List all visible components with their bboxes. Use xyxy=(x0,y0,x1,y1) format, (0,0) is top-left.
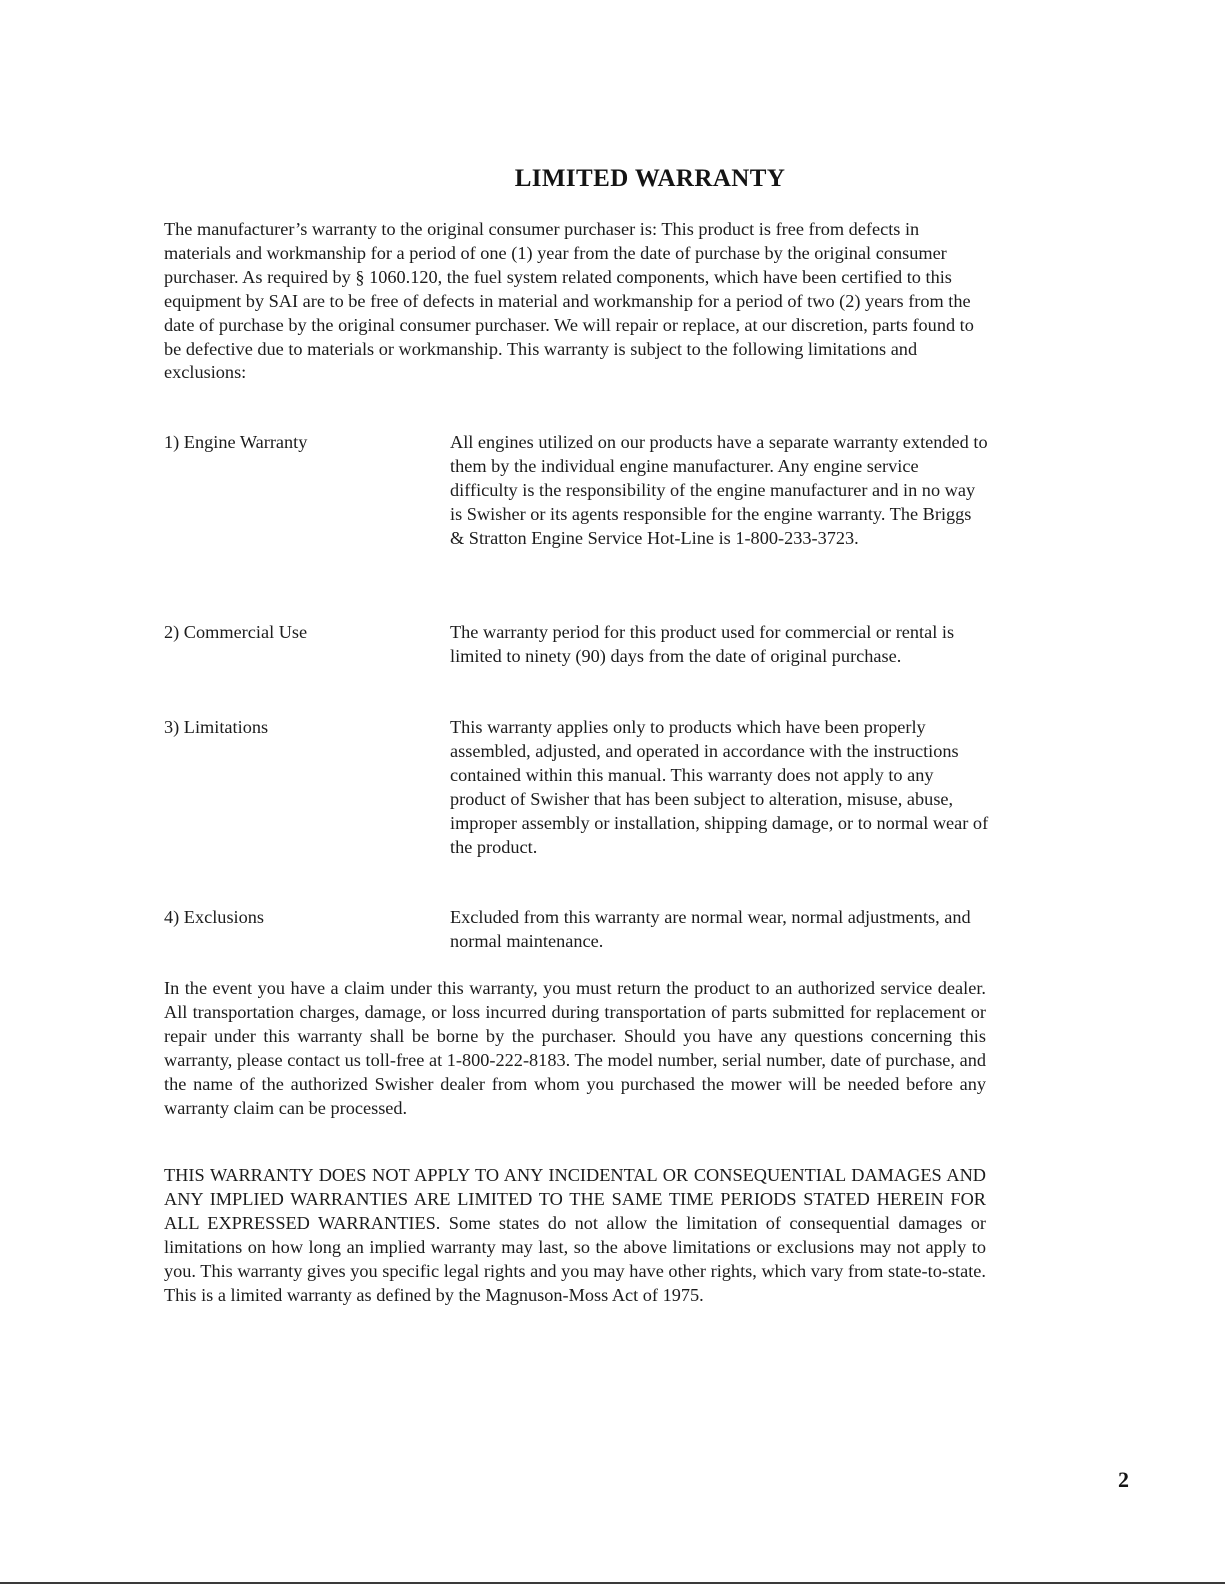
item-label: 4) Exclusions xyxy=(164,907,265,927)
item-label: 1) Engine Warranty xyxy=(164,432,308,452)
item-description: The warranty period for this product used for commercial or rental is limited to ninety (90) days from the date of original purchase. xyxy=(450,622,955,666)
item-description: All engines utilized on our products have a separate warranty extended to them by the individual engine manufacturer. Any engine service difficulty is the responsibility of the engine manufacturer and in no way is Swisher or its agents responsible for the engine warranty. The Briggs & Stratton Engine Service Hot-Line is 1-800-233-3723. xyxy=(450,432,988,548)
claim-paragraph: In the event you have a claim under this warranty, you must return the product to an authorized service dealer. All transportation charges, damage, or loss incurred during transportation of parts submitted for replacement or repair under this warranty shall be borne by the purchaser. Should you have any questions concerning this warranty, please contact us toll-free at 1-800-222-8183. The model number, serial number, date of purchase, and the name of the authorized Swisher dealer from whom you purchased the mower will be needed before any warranty claim can be processed. xyxy=(164,978,986,1118)
disclaimer-paragraph: THIS WARRANTY DOES NOT APPLY TO ANY INCIDENTAL OR CONSEQUENTIAL DAMAGES AND ANY IMPLIED WARRANTIES ARE LIMITED TO THE SAME TIME PERIODS STATED HEREIN FOR ALL EXPRESSED WARRANTIES. Some states do not allow the limitation of consequential damages or limitations on how long an implied warranty may last, so the above limitations or exclusions may not apply to you. This warranty gives you specific legal rights and you may have other rights, which vary from state-to-state. This is a limited warranty as defined by the Magnuson-Moss Act of 1975. xyxy=(164,1165,986,1305)
page-title: LIMITED WARRANTY xyxy=(514,165,786,192)
page-number: 2 xyxy=(1118,1467,1129,1492)
item-label: 2) Commercial Use xyxy=(164,622,308,642)
intro-paragraph: The manufacturer’s warranty to the original consumer purchaser is: This product is free from defects in materials and workmanship for a period of one (1) year from the date of purchase by the original consumer purchaser. As required by § 1060.120, the fuel system related components, which have been certified to this equipment by SAI are to be free of defects in material and workmanship for a period of two (2) years from the date of purchase by the original consumer purchaser. We will repair or replace, at our discretion, parts found to be defective due to materials or workmanship. This warranty is subject to the following limitations and exclusions: xyxy=(164,219,974,383)
footer-divider xyxy=(0,1582,1225,1584)
item-description: Excluded from this warranty are normal wear, normal adjustments, and normal maintenance. xyxy=(450,907,971,951)
item-label: 3) Limitations xyxy=(164,717,269,737)
item-description: This warranty applies only to products which have been properly assembled, adjusted, and operated in accordance with the instructions contained within this manual. This warranty does not apply to any product of Swisher that has been subject to alteration, misuse, abuse, improper assembly or installation, shipping damage, or to normal wear of the product. xyxy=(450,717,989,857)
